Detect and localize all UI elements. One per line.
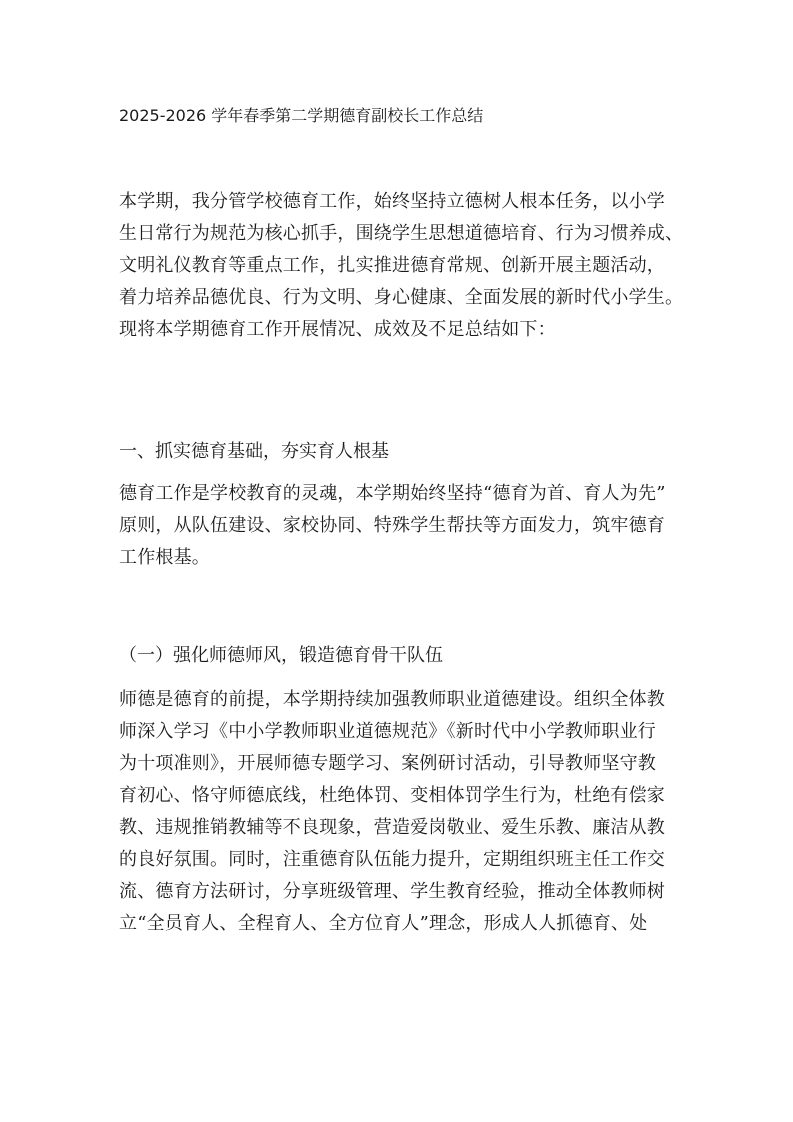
- section-paragraph: [119, 478, 679, 574]
- paragraph-line: 教、违规推销教辅等不良现象，营造爱岗敬业、爱生乐教、廉洁从教: [119, 817, 665, 838]
- paragraph-line: 流、德育方法研讨，分享班级管理、学生教育经验，推动全体教师树: [119, 881, 665, 902]
- subsection-heading: （一）强化师德师风，锻造德育骨干队伍: [119, 645, 443, 666]
- paragraph-line: 原则，从队伍建设、家校协同、特殊学生帮扶等方面发力，筑牢德育: [119, 515, 665, 536]
- section-heading: 一、抓实德育基础，夯实育人根基: [119, 441, 389, 462]
- paragraph-line: 着力培养品德优良、行为文明、身心健康、全面发展的新时代小学生。: [119, 287, 684, 308]
- paragraph-line: 师深入学习《中小学教师职业道德规范》《新时代中小学教师职业行: [119, 721, 656, 742]
- paragraph-line: 文明礼仪教育等重点工作，扎实推进德育常规、创新开展主题活动，: [119, 255, 665, 276]
- paragraph-line: 德育工作是学校教育的灵魂，本学期始终坚持“德育为首、育人为先”: [119, 483, 666, 504]
- intro-paragraph: [119, 186, 684, 346]
- paragraph-line: 立“全员育人、全程育人、全方位育人”理念，形成人人抓德育、处: [119, 913, 648, 934]
- paragraph-line: 为十项准则》，开展师德专题学习、案例研讨活动，引导教师坚守教: [119, 753, 656, 774]
- paragraph-line: 育初心、恪守师德底线，杜绝体罚、变相体罚学生行为，杜绝有偿家: [119, 785, 665, 806]
- paragraph-line: 本学期，我分管学校德育工作，始终坚持立德树人根本任务，以小学: [119, 191, 665, 212]
- paragraph-line: 工作根基。: [119, 547, 210, 568]
- paragraph-line: 师德是德育的前提，本学期持续加强教师职业道德建设。组织全体教: [119, 689, 665, 710]
- document-title: 2025-2026 学年春季第二学期德育副校长工作总结: [119, 106, 484, 125]
- paragraph-line: 的良好氛围。同时，注重德育队伍能力提升，定期组织班主任工作交: [119, 849, 665, 870]
- subsection-paragraph: [119, 684, 679, 940]
- paragraph-line: 现将本学期德育工作开展情况、成效及不足总结如下：: [119, 319, 556, 340]
- paragraph-line: 生日常行为规范为核心抓手，围绕学生思想道德培育、行为习惯养成、: [119, 223, 684, 244]
